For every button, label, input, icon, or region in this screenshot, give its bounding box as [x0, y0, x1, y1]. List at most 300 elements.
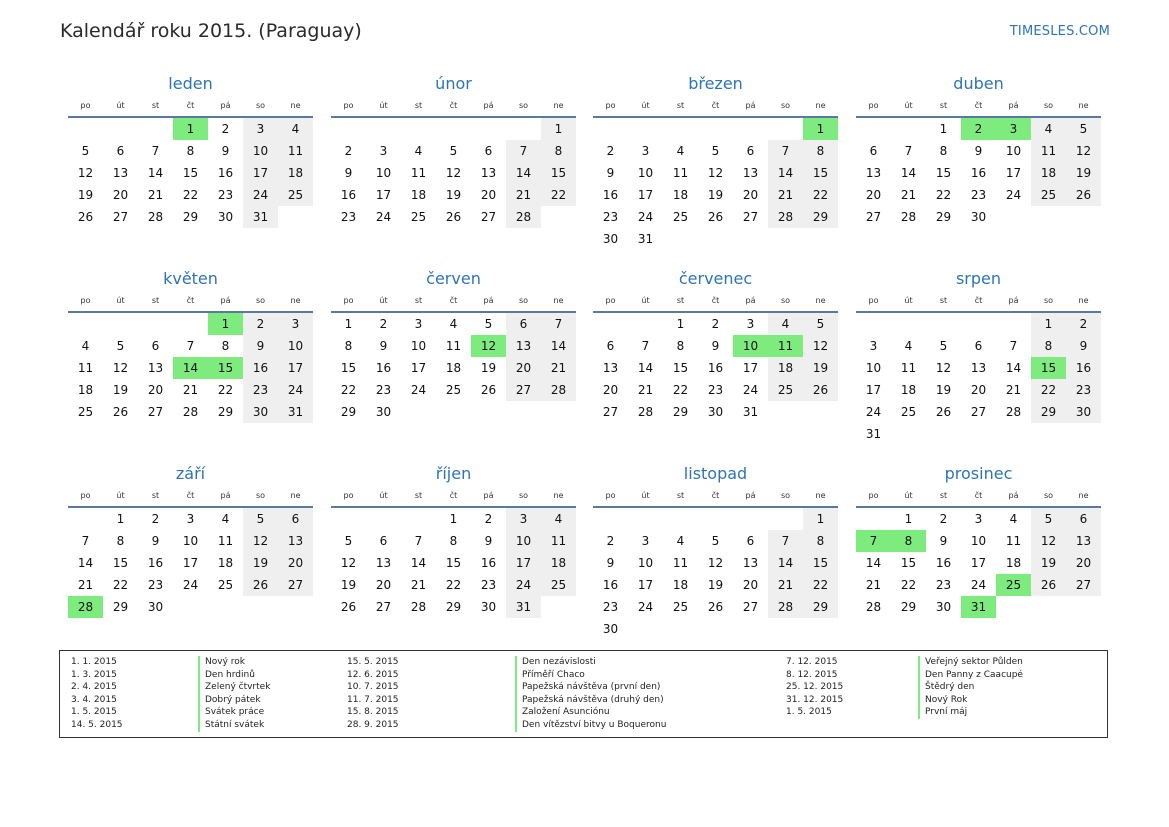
day-cell: 19: [707, 188, 724, 202]
holiday-day: 2: [961, 118, 996, 140]
legend-holiday-name: Papežská návštěva (druhý den): [515, 694, 666, 707]
week-row: [856, 140, 1101, 162]
weekend-day: 14: [506, 162, 541, 184]
legend-dates-col-2: [347, 656, 399, 732]
legend-dates-col-3: [786, 656, 843, 719]
day-cell: 28: [182, 405, 199, 419]
weekday-label: st: [414, 491, 423, 500]
week-row: [856, 596, 1101, 618]
month-leden: [68, 74, 313, 228]
day-cell: 22: [340, 383, 357, 397]
weekday-label: út: [904, 296, 913, 305]
weekend-day: 17: [243, 162, 278, 184]
day-cell: 2: [221, 122, 230, 136]
legend-holiday-name: Dobrý pátek: [198, 694, 270, 707]
weekend-day: 18: [278, 162, 313, 184]
holiday-day: 3: [996, 118, 1031, 140]
day-cell: 17: [637, 578, 654, 592]
weekend-day: 18: [541, 552, 576, 574]
weekday-label: čt: [186, 101, 195, 110]
day-cell: 4: [414, 144, 423, 158]
day-cell: 27: [742, 600, 759, 614]
day-cell: 26: [707, 600, 724, 614]
week-row: [593, 184, 838, 206]
day-cell: 23: [217, 188, 234, 202]
legend-names-col-3: [918, 656, 1023, 719]
weekend-day: 31: [506, 596, 541, 618]
week-row: [331, 140, 576, 162]
day-cell: 17: [410, 361, 427, 375]
weekend-day: 19: [243, 552, 278, 574]
day-cell: 14: [900, 166, 917, 180]
weekday-label: st: [676, 296, 685, 305]
weekend-day: 14: [768, 162, 803, 184]
weekend-day: 5: [243, 508, 278, 530]
empty-cell: [663, 508, 698, 530]
weekday-label: ne: [1078, 101, 1089, 110]
weekend-day: 17: [506, 552, 541, 574]
day-cell: 6: [746, 144, 755, 158]
day-cell: 3: [379, 144, 388, 158]
weekend-day: 4: [768, 313, 803, 335]
week-row: [68, 162, 313, 184]
weekday-label: so: [780, 491, 791, 500]
weekend-day: 18: [768, 357, 803, 379]
weekday-label: ne: [1078, 296, 1089, 305]
day-cell: 8: [939, 144, 948, 158]
day-cell: 12: [77, 166, 94, 180]
weekday-label: pá: [1008, 491, 1019, 500]
week-row: [331, 574, 576, 596]
day-cell: 17: [375, 188, 392, 202]
empty-cell: [331, 118, 366, 140]
weekend-day: 6: [506, 313, 541, 335]
weekend-day: 6: [1066, 508, 1101, 530]
empty-cell: [593, 118, 628, 140]
empty-cell: [663, 618, 698, 640]
weekday-header: [68, 490, 313, 508]
day-cell: 28: [865, 600, 882, 614]
legend-date: 1. 3. 2015: [71, 669, 117, 680]
weekday-label: po: [343, 101, 354, 110]
weekend-day: 21: [768, 574, 803, 596]
day-cell: 23: [602, 210, 619, 224]
empty-cell: [173, 596, 208, 618]
month-březen: [593, 74, 838, 250]
weekday-header: [856, 490, 1101, 508]
week-row: [856, 423, 1101, 445]
empty-cell: [628, 313, 663, 335]
empty-cell: [541, 596, 576, 618]
day-cell: 18: [217, 556, 234, 570]
day-cell: 20: [602, 383, 619, 397]
empty-cell: [68, 313, 103, 335]
weekday-label: po: [605, 296, 616, 305]
day-cell: 5: [711, 534, 720, 548]
weekend-day: 4: [1031, 118, 1066, 140]
day-cell: 4: [81, 339, 90, 353]
empty-cell: [103, 118, 138, 140]
empty-cell: [1066, 596, 1101, 618]
day-cell: 18: [900, 383, 917, 397]
day-cell: 6: [379, 534, 388, 548]
holiday-day: 11: [768, 335, 803, 357]
empty-cell: [401, 508, 436, 530]
day-cell: 30: [602, 232, 619, 246]
legend-date: 2. 4. 2015: [71, 682, 117, 693]
day-cell: 2: [606, 144, 615, 158]
weekday-label: st: [414, 101, 423, 110]
holiday-day: 15: [1031, 357, 1066, 379]
month-listopad: [593, 464, 838, 640]
weekday-label: ne: [553, 491, 564, 500]
day-cell: 20: [147, 383, 164, 397]
empty-cell: [768, 401, 803, 423]
day-cell: 30: [480, 600, 497, 614]
weekend-day: 16: [1066, 357, 1101, 379]
day-cell: 8: [186, 144, 195, 158]
site-link[interactable]: TIMESLES.COM: [1009, 24, 1110, 39]
day-cell: 17: [865, 383, 882, 397]
empty-cell: [856, 313, 891, 335]
weekday-label: st: [676, 491, 685, 500]
weekend-day: 30: [243, 401, 278, 423]
weekend-day: 1: [1031, 313, 1066, 335]
day-cell: 24: [410, 383, 427, 397]
weekday-label: út: [641, 491, 650, 500]
weekend-day: 22: [541, 184, 576, 206]
week-row: [68, 313, 313, 335]
day-cell: 2: [344, 144, 353, 158]
weekend-day: 21: [768, 184, 803, 206]
week-row: [68, 574, 313, 596]
empty-cell: [733, 618, 768, 640]
empty-cell: [628, 118, 663, 140]
empty-cell: [173, 313, 208, 335]
week-row: [856, 574, 1101, 596]
empty-cell: [401, 401, 436, 423]
weekend-day: 2: [1066, 313, 1101, 335]
day-cell: 23: [340, 210, 357, 224]
empty-cell: [663, 118, 698, 140]
weekday-label: st: [414, 296, 423, 305]
weekday-label: pá: [483, 296, 494, 305]
weekday-label: čt: [186, 491, 195, 500]
day-cell: 16: [602, 578, 619, 592]
empty-cell: [278, 596, 313, 618]
day-cell: 26: [112, 405, 129, 419]
weekend-day: 9: [243, 335, 278, 357]
day-cell: 14: [147, 166, 164, 180]
week-row: [68, 206, 313, 228]
week-row: [856, 357, 1101, 379]
day-cell: 16: [340, 188, 357, 202]
day-cell: 30: [935, 600, 952, 614]
week-row: [856, 162, 1101, 184]
weekend-day: 31: [278, 401, 313, 423]
empty-cell: [506, 118, 541, 140]
day-cell: 14: [410, 556, 427, 570]
day-cell: 4: [676, 534, 685, 548]
weekday-label: so: [255, 491, 266, 500]
weekend-day: 11: [278, 140, 313, 162]
day-cell: 10: [410, 339, 427, 353]
day-cell: 4: [1009, 512, 1018, 526]
week-row: [856, 379, 1101, 401]
day-cell: 20: [112, 188, 129, 202]
legend-dates-col-1: [71, 656, 123, 732]
weekday-label: so: [518, 491, 529, 500]
day-cell: 28: [147, 210, 164, 224]
day-cell: 25: [217, 578, 234, 592]
day-cell: 26: [77, 210, 94, 224]
empty-cell: [1066, 206, 1101, 228]
weekday-label: pá: [220, 101, 231, 110]
legend-holiday-name: Papežská návštěva (první den): [515, 681, 666, 694]
day-cell: 10: [637, 556, 654, 570]
legend-date: 1. 5. 2015: [71, 707, 117, 718]
week-row: [593, 596, 838, 618]
month-name: červen: [426, 269, 481, 288]
weekday-label: čt: [449, 296, 458, 305]
weekday-label: pá: [745, 491, 756, 500]
week-row: [593, 162, 838, 184]
weekend-day: 15: [541, 162, 576, 184]
empty-cell: [471, 118, 506, 140]
day-cell: 11: [900, 361, 917, 375]
weekday-label: út: [641, 101, 650, 110]
day-cell: 25: [672, 600, 689, 614]
day-cell: 18: [410, 188, 427, 202]
week-row: [331, 313, 576, 335]
day-cell: 13: [865, 166, 882, 180]
day-cell: 14: [1005, 361, 1022, 375]
weekday-label: pá: [745, 296, 756, 305]
day-cell: 7: [186, 339, 195, 353]
week-row: [593, 228, 838, 250]
weekend-day: 12: [1066, 140, 1101, 162]
day-cell: 21: [147, 188, 164, 202]
legend-holiday-name: Zelený čtvrtek: [198, 681, 270, 694]
legend-date: 10. 7. 2015: [347, 682, 399, 693]
weekday-label: pá: [483, 491, 494, 500]
day-cell: 15: [182, 166, 199, 180]
weekday-label: st: [939, 101, 948, 110]
weekend-day: 3: [278, 313, 313, 335]
weekday-label: pá: [1008, 296, 1019, 305]
week-row: [331, 596, 576, 618]
day-cell: 17: [637, 188, 654, 202]
day-cell: 15: [672, 361, 689, 375]
day-cell: 23: [707, 383, 724, 397]
month-květen: [68, 269, 313, 423]
weekday-label: po: [868, 491, 879, 500]
day-cell: 18: [445, 361, 462, 375]
day-cell: 6: [116, 144, 125, 158]
empty-cell: [698, 618, 733, 640]
legend-holiday-name: Den vítězství bitvy u Boqueronu: [515, 719, 666, 732]
holiday-day: 1: [173, 118, 208, 140]
day-cell: 18: [672, 188, 689, 202]
week-row: [68, 379, 313, 401]
weekend-day: 22: [803, 184, 838, 206]
day-cell: 25: [900, 405, 917, 419]
day-cell: 29: [935, 210, 952, 224]
empty-cell: [733, 228, 768, 250]
day-cell: 13: [742, 556, 759, 570]
week-row: [68, 140, 313, 162]
day-cell: 13: [112, 166, 129, 180]
weekend-day: 18: [1031, 162, 1066, 184]
day-cell: 13: [147, 361, 164, 375]
week-row: [593, 401, 838, 423]
weekend-day: 27: [506, 379, 541, 401]
day-cell: 13: [970, 361, 987, 375]
weekday-label: st: [939, 491, 948, 500]
day-cell: 29: [182, 210, 199, 224]
weekend-day: 20: [278, 552, 313, 574]
weekend-day: 16: [243, 357, 278, 379]
day-cell: 17: [182, 556, 199, 570]
empty-cell: [103, 313, 138, 335]
weekday-label: pá: [745, 101, 756, 110]
empty-cell: [856, 508, 891, 530]
month-únor: [331, 74, 576, 228]
weekend-day: 25: [768, 379, 803, 401]
empty-cell: [593, 508, 628, 530]
day-cell: 6: [151, 339, 160, 353]
weekend-day: 24: [278, 379, 313, 401]
week-row: [856, 530, 1101, 552]
day-cell: 8: [676, 339, 685, 353]
weekend-day: 10: [506, 530, 541, 552]
day-cell: 16: [970, 166, 987, 180]
day-cell: 22: [935, 188, 952, 202]
day-cell: 16: [602, 188, 619, 202]
week-row: [856, 508, 1101, 530]
empty-cell: [1031, 206, 1066, 228]
day-cell: 20: [480, 188, 497, 202]
day-cell: 10: [970, 534, 987, 548]
day-cell: 4: [676, 144, 685, 158]
day-cell: 30: [147, 600, 164, 614]
weekend-day: 26: [803, 379, 838, 401]
day-cell: 8: [116, 534, 125, 548]
week-row: [593, 574, 838, 596]
empty-cell: [366, 508, 401, 530]
weekend-day: 24: [506, 574, 541, 596]
day-cell: 26: [480, 383, 497, 397]
weekday-label: st: [151, 296, 160, 305]
weekday-label: čt: [711, 491, 720, 500]
weekend-day: 7: [768, 140, 803, 162]
weekday-label: ne: [290, 296, 301, 305]
weekend-day: 22: [803, 574, 838, 596]
week-row: [68, 357, 313, 379]
day-cell: 28: [410, 600, 427, 614]
day-cell: 25: [672, 210, 689, 224]
empty-cell: [733, 508, 768, 530]
day-cell: 21: [637, 383, 654, 397]
day-cell: 16: [217, 166, 234, 180]
day-cell: 24: [375, 210, 392, 224]
weekend-day: 5: [803, 313, 838, 335]
weekday-header: [856, 100, 1101, 118]
day-cell: 12: [340, 556, 357, 570]
legend-holiday-name: Státní svátek: [198, 719, 270, 732]
month-duben: [856, 74, 1101, 228]
weekend-day: 17: [278, 357, 313, 379]
empty-cell: [803, 618, 838, 640]
empty-cell: [961, 423, 996, 445]
legend-date: 28. 9. 2015: [347, 719, 399, 730]
day-cell: 26: [707, 210, 724, 224]
weekend-day: 28: [768, 206, 803, 228]
weekday-header: [68, 295, 313, 313]
day-cell: 16: [375, 361, 392, 375]
day-cell: 11: [672, 166, 689, 180]
weekend-day: 12: [243, 530, 278, 552]
legend-date: 7. 12. 2015: [786, 657, 838, 667]
legend-date: 8. 12. 2015: [786, 669, 838, 680]
day-cell: 20: [970, 383, 987, 397]
week-row: [593, 379, 838, 401]
day-cell: 7: [151, 144, 160, 158]
day-cell: 9: [221, 144, 230, 158]
day-cell: 9: [606, 556, 615, 570]
weekday-label: po: [80, 491, 91, 500]
empty-cell: [1066, 423, 1101, 445]
day-cell: 24: [865, 405, 882, 419]
day-cell: 30: [217, 210, 234, 224]
day-cell: 9: [974, 144, 983, 158]
legend-date: 14. 5. 2015: [71, 719, 123, 730]
day-cell: 31: [865, 427, 882, 441]
day-cell: 21: [865, 578, 882, 592]
week-row: [331, 379, 576, 401]
empty-cell: [1031, 423, 1066, 445]
day-cell: 29: [217, 405, 234, 419]
weekday-label: pá: [220, 491, 231, 500]
day-cell: 29: [900, 600, 917, 614]
day-cell: 6: [484, 144, 493, 158]
empty-cell: [996, 423, 1031, 445]
holiday-day: 25: [996, 574, 1031, 596]
day-cell: 20: [865, 188, 882, 202]
weekend-day: 15: [803, 552, 838, 574]
weekday-label: po: [868, 101, 879, 110]
day-cell: 9: [379, 339, 388, 353]
day-cell: 31: [742, 405, 759, 419]
day-cell: 17: [1005, 166, 1022, 180]
weekday-label: so: [780, 296, 791, 305]
legend-names-col-1: [198, 656, 270, 732]
weekend-day: 9: [1066, 335, 1101, 357]
day-cell: 21: [900, 188, 917, 202]
weekday-label: ne: [815, 296, 826, 305]
legend-holiday-name: Den hrdinů: [198, 669, 270, 682]
weekday-label: ne: [1078, 491, 1089, 500]
day-cell: 22: [445, 578, 462, 592]
empty-cell: [541, 401, 576, 423]
week-row: [856, 206, 1101, 228]
day-cell: 12: [935, 361, 952, 375]
day-cell: 15: [112, 556, 129, 570]
weekend-day: 7: [541, 313, 576, 335]
empty-cell: [331, 508, 366, 530]
day-cell: 5: [344, 534, 353, 548]
holiday-day: 8: [891, 530, 926, 552]
